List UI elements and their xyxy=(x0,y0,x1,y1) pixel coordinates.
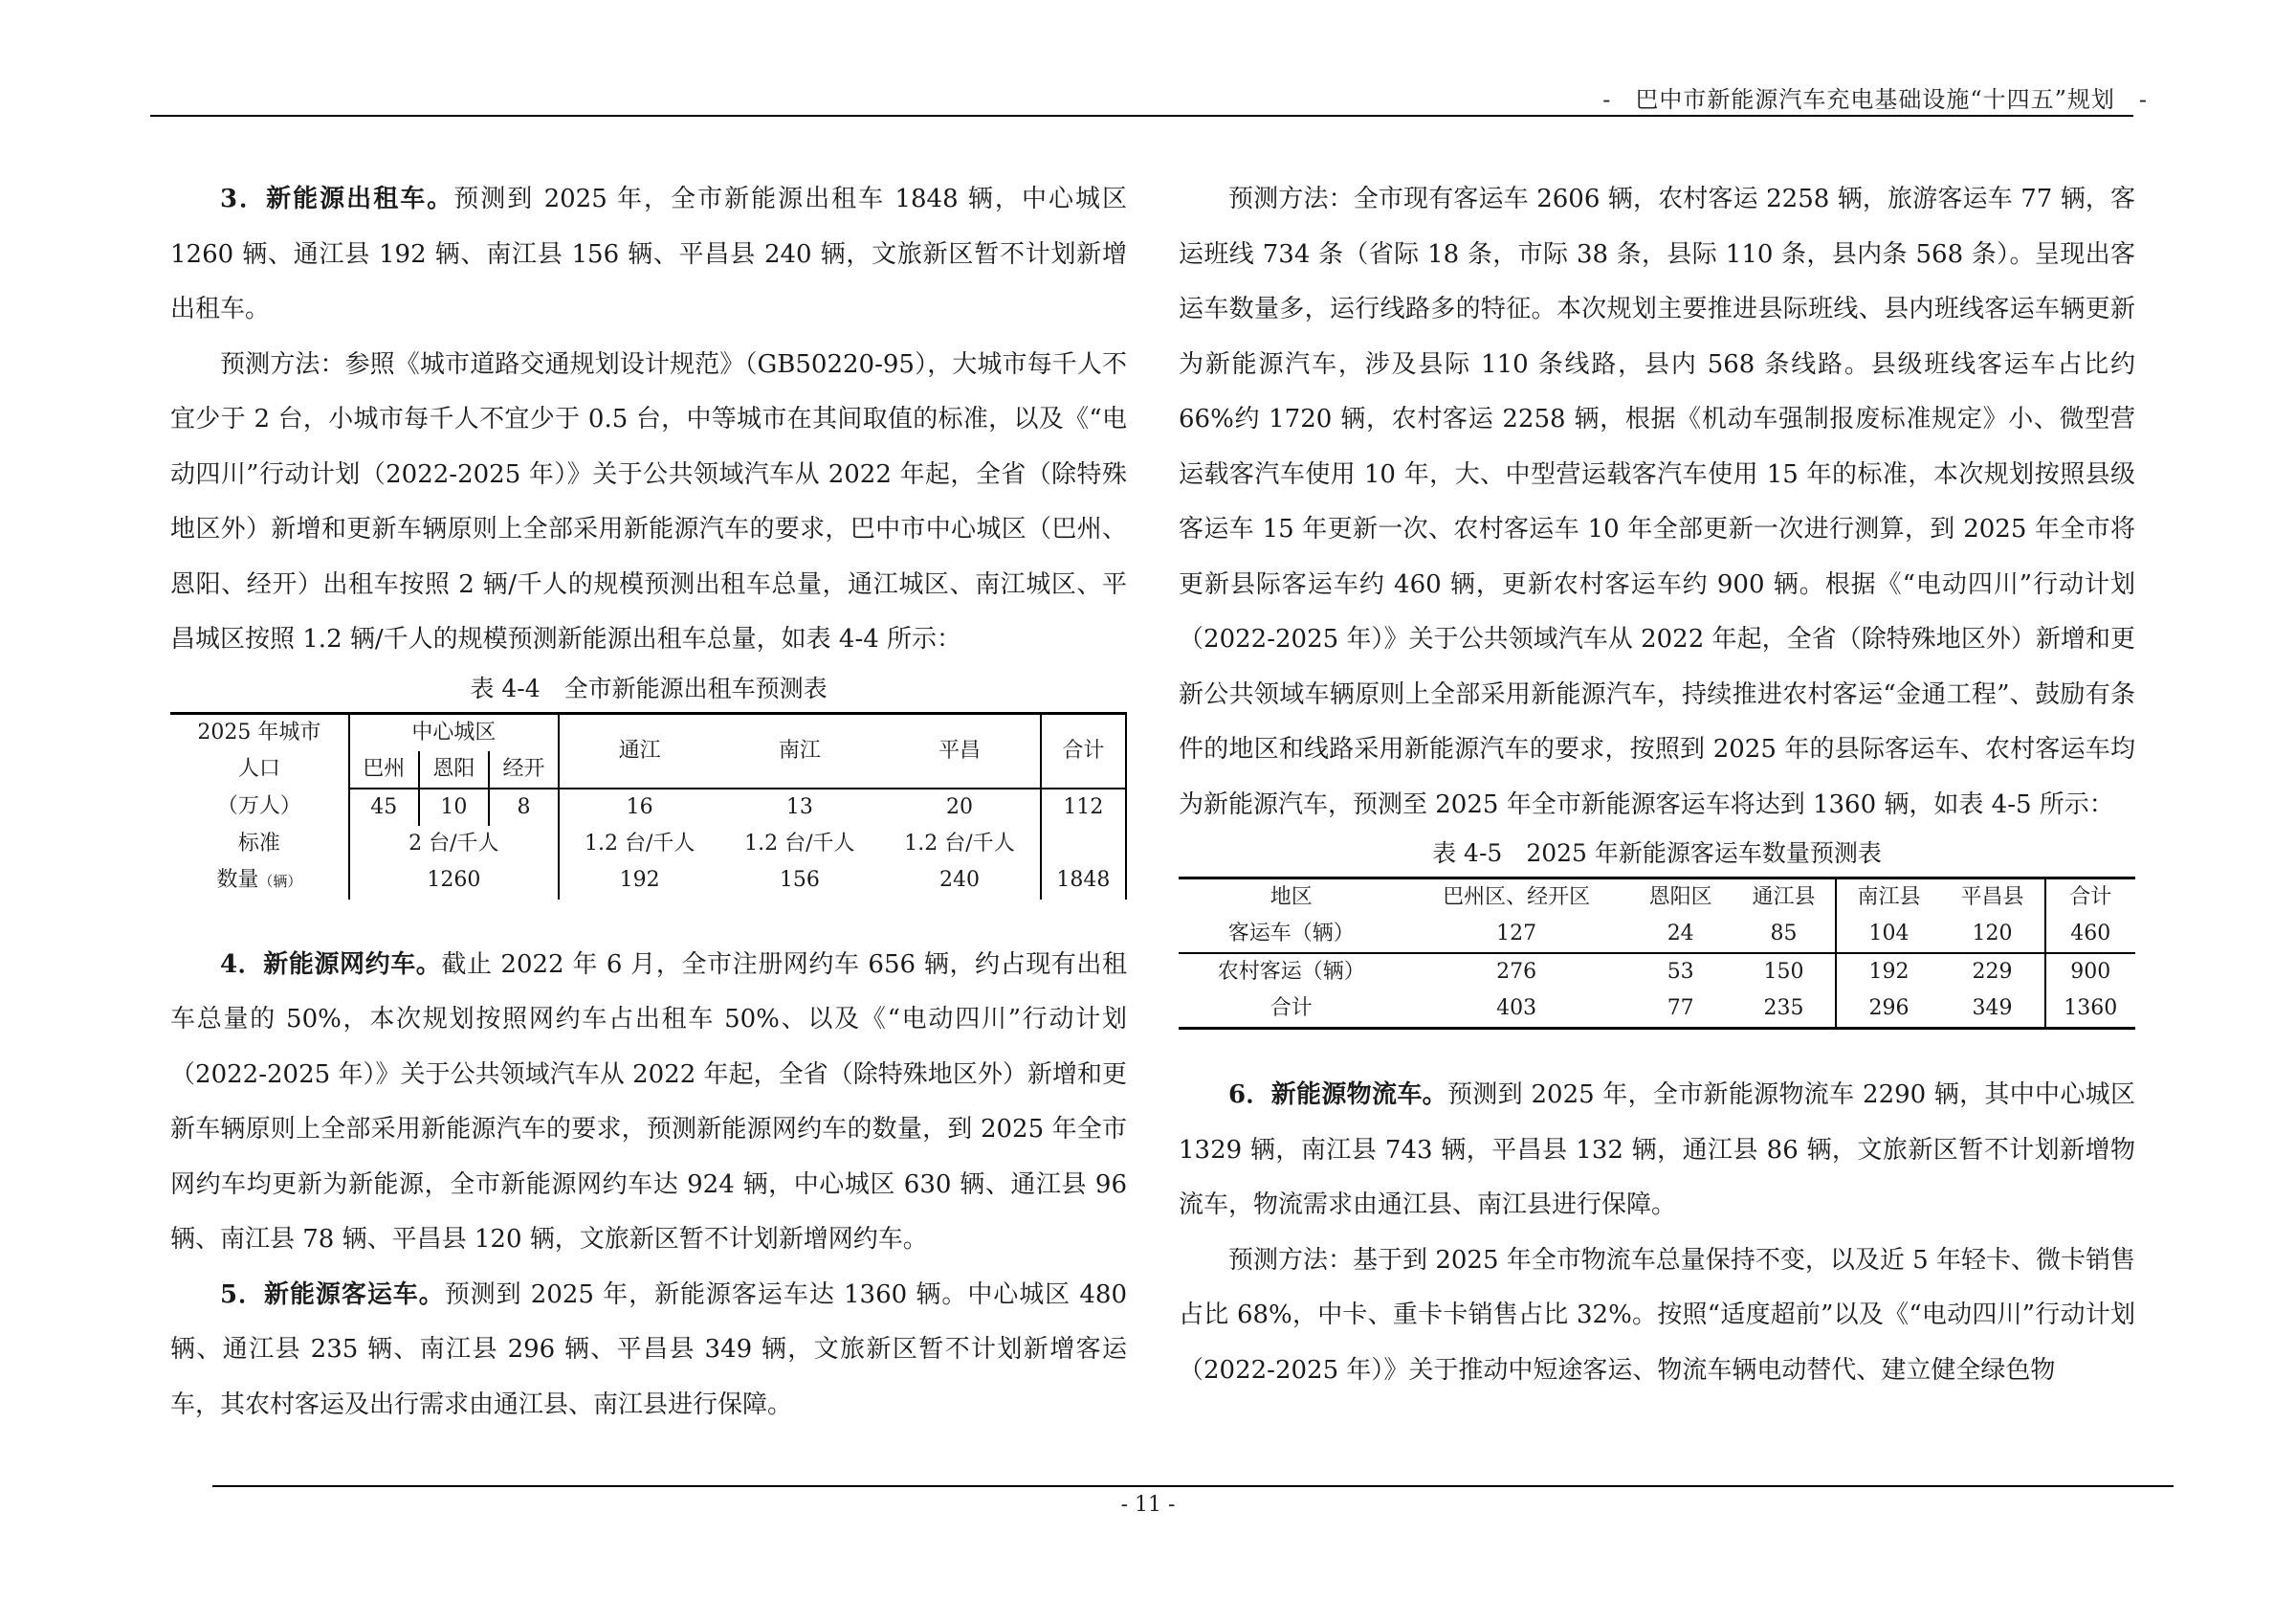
t45-header: 平昌县 xyxy=(1960,885,2024,909)
right-column xyxy=(1179,172,2135,1398)
t45-cell: 53 xyxy=(1629,953,1733,990)
logistics-method-paragraph: 预测方法：基于到 2025 年全市物流车总量保持不变，以及近 5 年轻卡、微卡销售占比 68%，中卡、重卡卡销售占比 32%。按照“适度超前”以及《“电动四川”行动计划（2022-2025 年）》关于推动中短途客运、物流车辆电动替代、建立健全绿色物 xyxy=(1179,1245,2135,1385)
t45-header-row xyxy=(1179,878,2135,917)
t45-row xyxy=(1179,916,2135,953)
table-4-5 xyxy=(1179,877,2135,1030)
t45-cell: 349 xyxy=(1972,996,2013,1020)
t44-population-row xyxy=(170,789,1126,826)
t44-cell: 1260 xyxy=(349,862,559,900)
t44-cell: 20 xyxy=(946,794,973,819)
t45-cell: 276 xyxy=(1403,953,1628,990)
t45-cell: 104 xyxy=(1836,916,1940,953)
t44-count-label-cell xyxy=(170,862,349,900)
t45-row xyxy=(1179,990,2135,1029)
t44-cell: 45 xyxy=(349,789,419,826)
t44-col-total: 合计 xyxy=(1041,713,1126,789)
t45-cell: 77 xyxy=(1667,996,1694,1020)
t44-sub-enyang: 恩阳 xyxy=(419,751,489,789)
t45-cell: 460 xyxy=(2045,916,2135,953)
t44-col-nanjiang: 南江 xyxy=(719,713,879,789)
section-taxi-text: 预测到 2025 年，全市新能源出租车 1848 辆，中心城区 1260 辆、通江县 192 辆、南江县 156 辆、平昌县 240 辆，文旅新区暂不计划新增出租车。 xyxy=(170,185,1127,323)
t44-col-pingchang: 平昌 xyxy=(879,713,1040,789)
t44-cell: 192 xyxy=(559,862,719,900)
running-header-title: - 巴中市新能源汽车充电基础设施“十四五”规划 - xyxy=(1602,86,2148,113)
t45-cell: 900 xyxy=(2045,953,2135,990)
t45-cell: 127 xyxy=(1496,922,1537,945)
t44-cell: 156 xyxy=(779,868,820,892)
footer-rule xyxy=(212,1485,2174,1487)
table-4-5-caption: 表 4-5 2025 年新能源客运车数量预测表 xyxy=(1432,839,1882,867)
t45-header: 南江县 xyxy=(1836,878,1940,917)
section-ride-hailing-text: 截止 2022 年 6 月，全市注册网约车 656 辆，约占现有出租车总量的 50%，本次规划按照网约车占出租车 50%、以及《“电动四川”行动计划（2022-2025 年）》关于公共领域汽车从 2022 年起，全省（除特殊地区外）新增和更新车辆原则上全部采用新能源汽车的要求，预测新能源网约车的数量，到 2025 年全市网约车均更新为新能源，全市新能源网约车达 924 辆，中心城区 630 辆、通江县 96 辆、南江县 78 辆、平昌县 120 辆，文旅新区暂不计划新增网约车。 xyxy=(170,949,1127,1254)
t44-cell: 8 xyxy=(489,789,559,826)
table-4-4 xyxy=(170,712,1127,900)
t45-cell: 24 xyxy=(1667,922,1694,945)
t44-cell: 112 xyxy=(1041,789,1126,826)
t45-cell: 150 xyxy=(1732,953,1836,990)
t44-count-unit: （辆） xyxy=(258,872,302,890)
t45-cell: 1360 xyxy=(2045,990,2135,1029)
t45-header: 恩阳区 xyxy=(1648,885,1712,909)
t45-cell: 192 xyxy=(1836,953,1940,990)
t44-cell: 1.2 台/千人 xyxy=(744,831,855,856)
t44-sub-bazhou: 巴州 xyxy=(349,751,419,789)
t44-sub-jingkai: 经开 xyxy=(489,751,559,789)
section-ride-hailing-heading: 4．新能源网约车。 xyxy=(220,949,442,979)
t44-col-tongjiang: 通江 xyxy=(559,713,719,789)
t44-cell: 1.2 台/千人 xyxy=(904,831,1015,856)
section-logistics-text: 预测到 2025 年，全市新能源物流车 2290 辆，其中中心城区 1329 辆，南江县 743 辆，平昌县 132 辆，通江县 86 辆，文旅新区暂不计划新增物流车，物流需求由通江县、南江县进行保障。 xyxy=(1179,1080,2136,1219)
t44-rowhead-2: 人口 xyxy=(237,757,280,781)
t44-standard-row xyxy=(170,826,1126,862)
t45-row xyxy=(1179,953,2135,990)
t45-cell: 235 xyxy=(1763,996,1804,1020)
t44-rowhead-1: 2025 年城市 xyxy=(197,720,321,745)
section-taxi-heading: 3．新能源出租车。 xyxy=(220,185,454,213)
t44-cell: 10 xyxy=(419,789,489,826)
coach-method-paragraph: 预测方法：全市现有客运车 2606 辆，农村客运 2258 辆，旅游客运车 77 辆，客运班线 734 条（省际 18 条，市际 38 条，县际 110 条，县内条 568 条）。呈现出客运车数量多，运行线路多的特征。本次规划主要推进县际班线、县内班线客运车辆更新为新能源汽车，涉及县际 110 条线路，县内 568 条线路。县级班线客运车占比约 66%约 1720 辆，农村客运 2258 辆，根据《机动车强制报废标准规定》小、微型营运载客汽车使用 10 年，大、中型营运载客汽车使用 15 年的标准，本次规划按照县级客运车 15 年更新一次、农村客运车 10 年全部更新一次进行测算，到 2025 年全市将更新县际客运车约 460 辆，更新农村客运车约 900 辆。根据《“电动四川”行动计划（2022-2025 年）》关于公共领域汽车从 2022 年起，全省（除特殊地区外）新增和更新公共领域车辆原则上全部采用新能源汽车，持续推进农村客运“金通工程”、鼓励有条件的地区和线路采用新能源汽车的要求，按照到 2025 年的县际客运车、农村客运车均为新能源汽车，预测至 2025 年全市新能源客运车将达到 1360 辆，如表 4-5 所示： xyxy=(1179,185,2135,819)
t44-rowhead-3: （万人） xyxy=(216,794,301,818)
section-logistics-heading: 6．新能源物流车。 xyxy=(1228,1080,1447,1109)
section-logistics xyxy=(1179,1068,2135,1234)
t45-cell: 农村客运（辆） xyxy=(1179,953,1403,990)
t44-cell: 2 台/千人 xyxy=(349,826,559,862)
page-number: - 11 - xyxy=(1120,1493,1176,1517)
section-coach-text: 预测到 2025 年，新能源客运车达 1360 辆。中心城区 480 辆、通江县 235 辆、南江县 296 辆、平昌县 349 辆，文旅新区暂不计划新增客运车，其农村客运及出行需求由通江县、南江县进行保障。 xyxy=(170,1279,1127,1419)
t45-cell: 229 xyxy=(1941,953,2045,990)
t44-center-group: 中心城区 xyxy=(349,713,559,751)
t44-cell: 1848 xyxy=(1041,862,1126,900)
t44-cell: 16 xyxy=(559,789,719,826)
t45-cell: 合计 xyxy=(1269,996,1313,1020)
header-rule xyxy=(150,115,2133,117)
section-coach xyxy=(170,1268,1127,1434)
t44-cell: 13 xyxy=(785,794,813,819)
t44-cell: 1.2 台/千人 xyxy=(559,826,719,862)
t44-cell: 240 xyxy=(939,868,980,892)
t45-cell: 85 xyxy=(1770,922,1798,945)
left-column xyxy=(170,172,1127,1433)
t45-cell: 客运车（辆） xyxy=(1227,922,1355,945)
t44-cell xyxy=(1041,826,1126,862)
t44-standard-label: 标准 xyxy=(237,831,280,856)
t45-cell: 403 xyxy=(1496,996,1537,1020)
table-4-4-caption: 表 4-4 全市新能源出租车预测表 xyxy=(470,674,828,702)
t45-header: 巴州区、经开区 xyxy=(1443,885,1591,909)
section-coach-heading: 5．新能源客运车。 xyxy=(220,1279,445,1309)
t45-header: 合计 xyxy=(2045,878,2135,917)
section-taxi xyxy=(170,172,1127,338)
t45-cell: 120 xyxy=(1972,922,2013,945)
t45-cell: 296 xyxy=(1836,990,1940,1029)
t45-header: 地区 xyxy=(1269,885,1313,909)
t45-header: 通江县 xyxy=(1752,885,1816,909)
section-ride-hailing xyxy=(170,938,1127,1268)
t44-count-row xyxy=(170,862,1126,900)
taxi-method-paragraph: 预测方法：参照《城市道路交通规划设计规范》（GB50220-95），大城市每千人不宜少于 2 台，小城市每千人不宜少于 0.5 台，中等城市在其间取值的标准，以及《“电动四川”行动计划（2022-2025 年）》关于公共领域汽车从 2022 年起，全省（除特殊地区外）新增和更新车辆原则上全部采用新能源汽车的要求，巴中市中心城区（巴州、恩阳、经开）出租车按照 2 辆/千人的规模预测出租车总量，通江城区、南江城区、平昌城区按照 1.2 辆/千人的规模预测新能源出租车总量，如表 4-4 所示： xyxy=(170,349,1127,654)
t44-count-label: 数量 xyxy=(216,867,259,892)
